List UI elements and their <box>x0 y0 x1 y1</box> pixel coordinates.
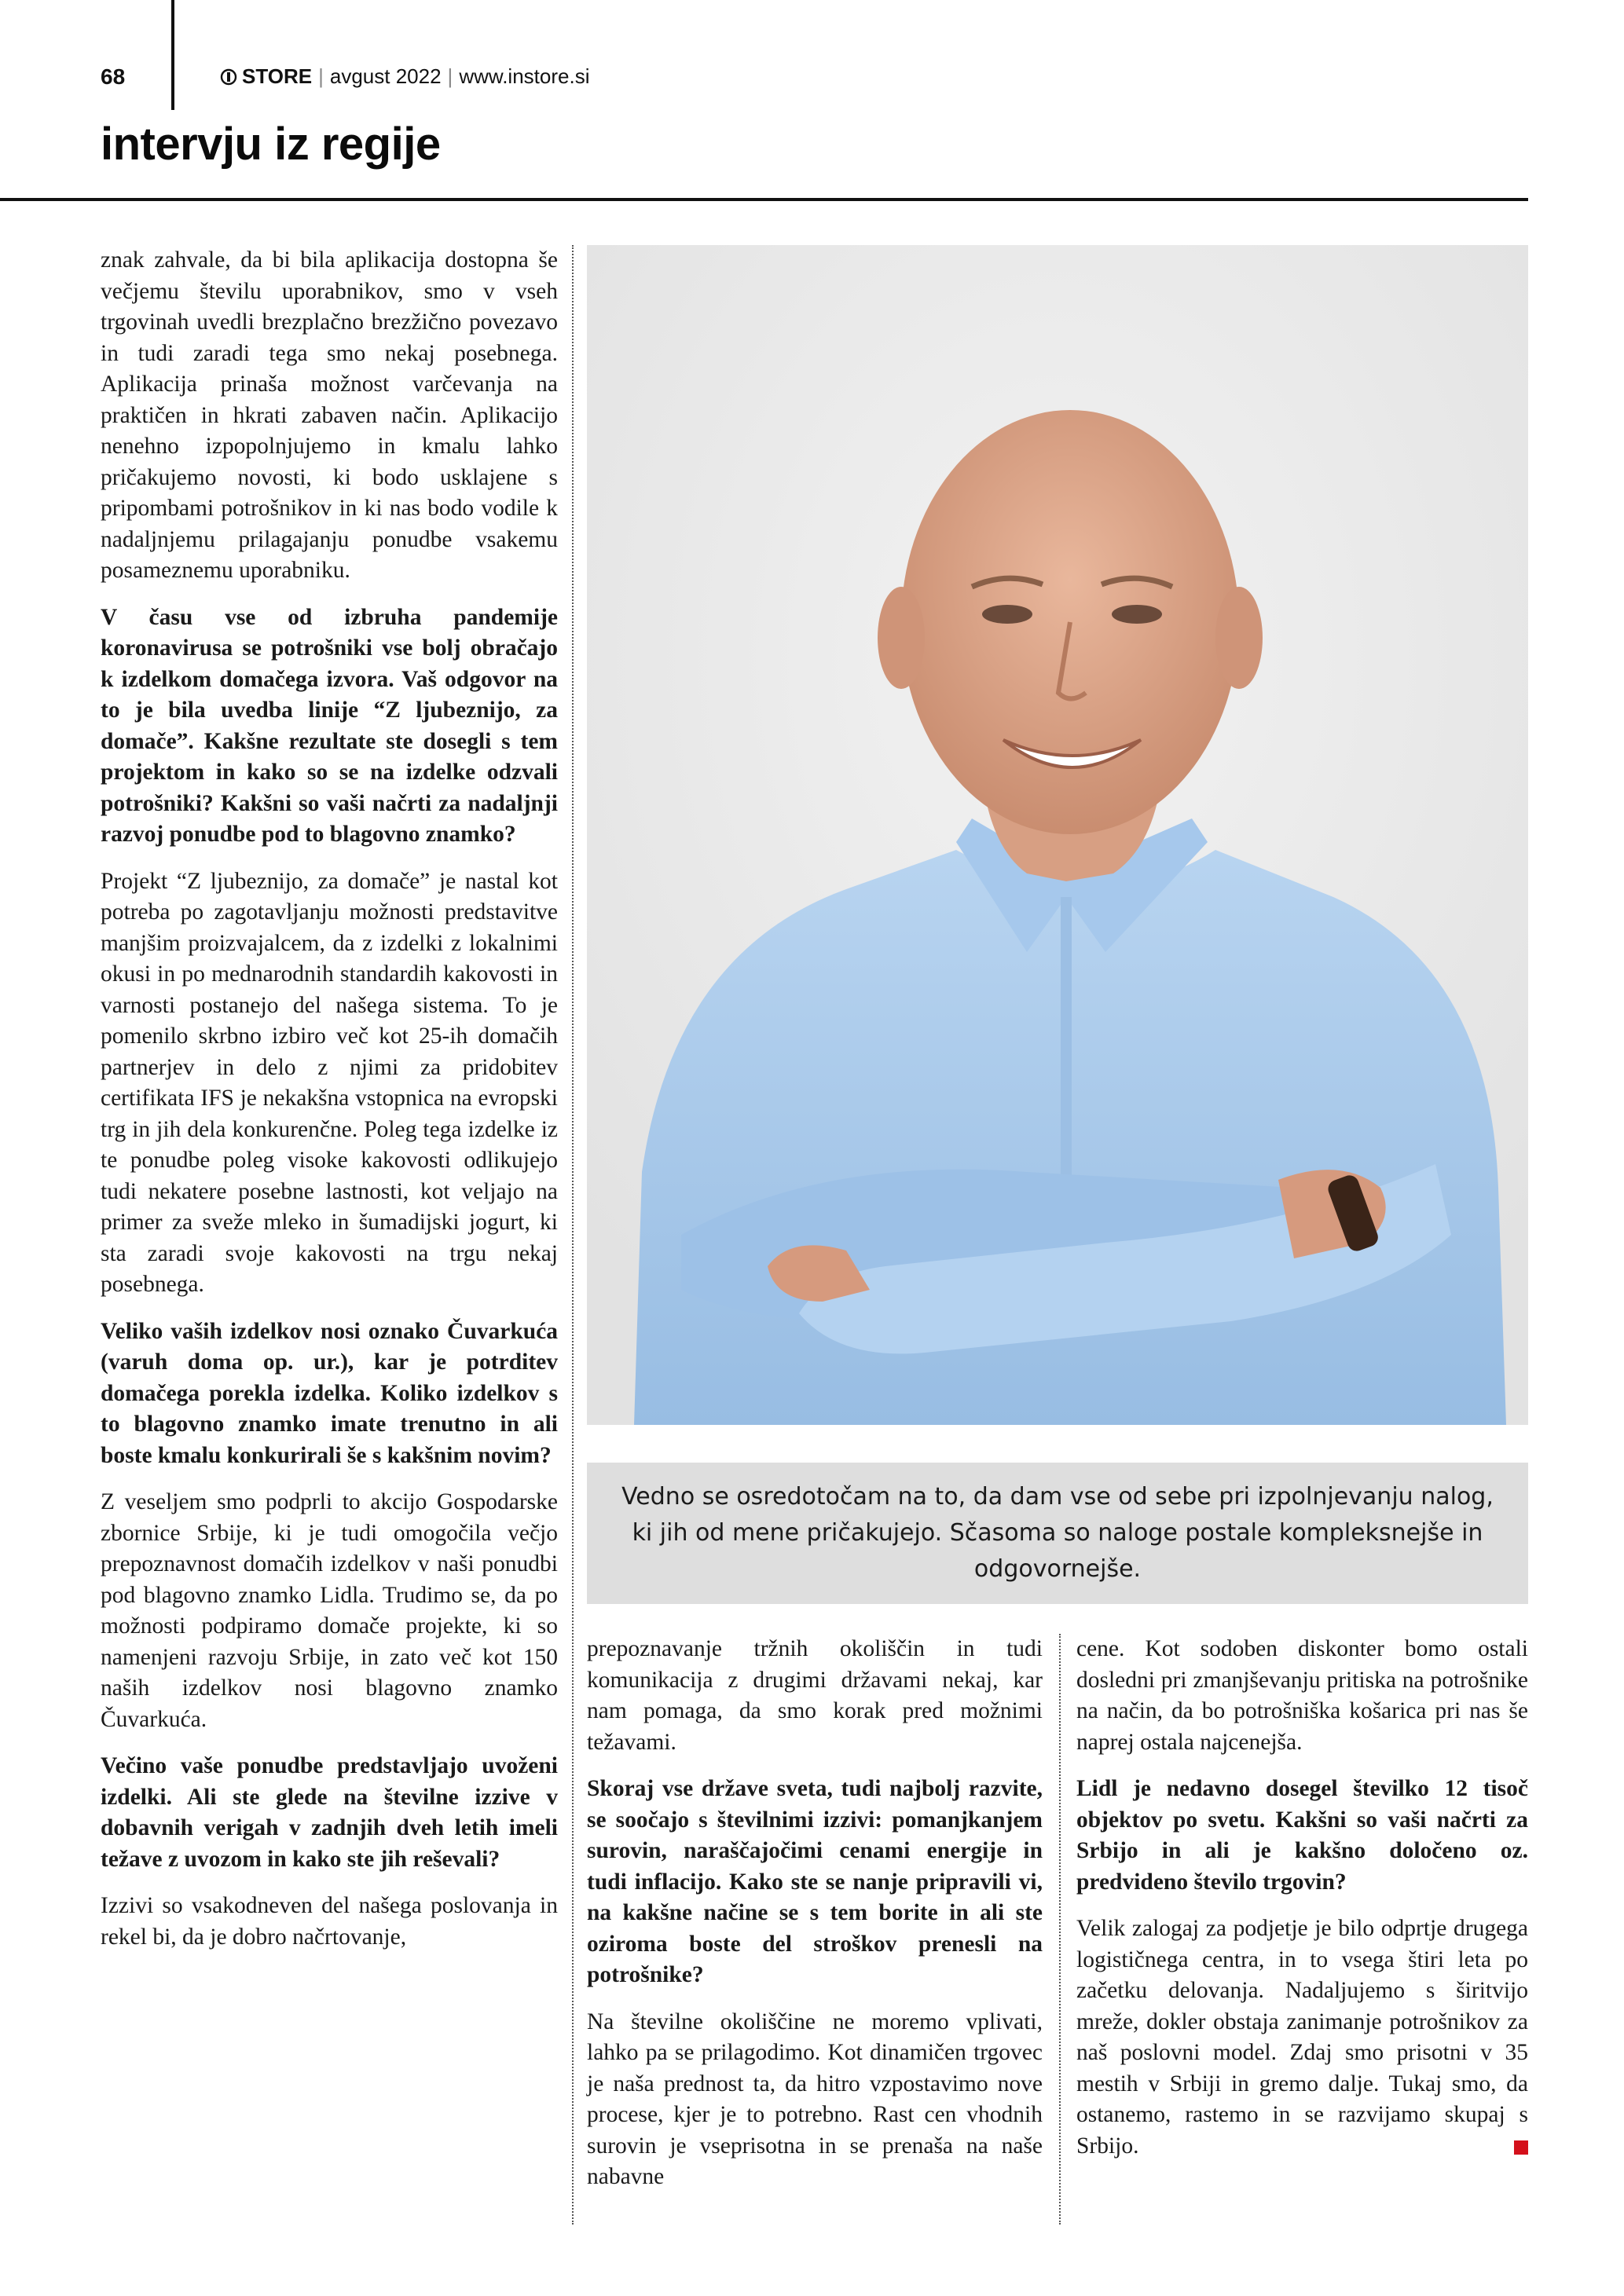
question-paragraph: Lidl je nedavno dosegel številko 12 tisoč objektov po svetu. Kakšni so vaši načrti za Srbijo in ali je kakšno določeno oz. predvideno število trgovin? <box>1076 1776 1528 1895</box>
answer-text: Velik zalogaj za podjetje je bilo odprtje drugega logističnega centra, in to vsega štiri leta po začetku delovanja. Nadaljujemo s širitvijo mreže, dokler obstaja zanimanje potrošnikov za naš poslovni model. Zdaj smo prisotni v 35 mestih v Srbiji in gremo dalje. Tukaj smo, da ostanemo, rastemo in se razvijamo skupaj s Srbijo. <box>1076 1916 1528 2159</box>
section-title: intervju iz regije <box>101 119 441 170</box>
header-vertical-rule <box>171 0 174 110</box>
question-paragraph: Večino vaše ponudbe predstavljajo uvoženi izdelki. Ali ste glede na številne izzive v dobavnih verigah v zadnjih dveh letih imeli težave z uvozom in kako ste jih reševali? <box>101 1753 558 1872</box>
portrait-photo <box>587 245 1528 1425</box>
answer-paragraph: Na številne okoliščine ne moremo vplivati, lahko pa se prilagodimo. Kot dinamičen trgovec je naša prednost ta, da hitro vzpostavimo nove procese, kjer je to potrebno. Rast cen vhodnih surovin je vseprisotna in se prenaša na naše nabavne <box>587 2009 1043 2189</box>
end-of-article-icon <box>1514 2140 1528 2155</box>
answer-paragraph: znak zahvale, da bi bila aplikacija dostopna še večjemu številu uporabnikov, smo v vseh trgovinah uvedli brezplačno brezžično povezavo in tudi zaradi tega smo nekaj posebnega. Aplikacija prinaša možnost varčevanja na praktičen in hkrati zabaven način. Aplikacijo nenehno izpopolnjujemo in kmalu lahko pričakujemo novosti, ki bodo usklajene s pripombami potrošnikov in ki nas bodo vodile k nadaljnjemu prilagajanju ponudbe vsakemu posameznemu uporabniku. <box>101 247 558 583</box>
masthead-website[interactable]: www.instore.si <box>459 64 590 88</box>
answer-paragraph: cene. Kot sodoben diskonter bomo ostali dosledni pri zmanjševanju pritiska na potrošnike na način, da bo potrošniška košarica pri nas še naprej ostala najcenejša. <box>1076 1636 1528 1755</box>
answer-paragraph: Projekt “Z ljubeznijo, za domače” je nastal kot potreba po zagotavljanju možnosti predstavitve manjšim proizvajalcem, da z izdelki z lokalnimi okusi in po mednarodnih standardih kakovosti in varnosti postanejo del našega sistema. To je pomenilo skrbno izbiro več kot 25-ih domačih partnerjev in delo z njimi za pridobitev certifikata IFS je nekakšna vstopnica na evropski trg in jih dela konkurenčne. Poleg tega izdelke iz te ponudbe poleg visoke kakovosti odlikujejo tudi nekatere posebne lastnosti, kot veljajo na primer za sveže mleko in šumadijski jogurt, ki sta zaradi svoje kakovosti na trgu nekaj posebnega. <box>101 868 558 1297</box>
text-column-1 <box>101 245 558 1968</box>
masthead-brand: STORE <box>242 64 313 88</box>
question-paragraph: Skoraj vse države sveta, tudi najbolj razvite, se soočajo s številnimi izzivi: pomanjkanjem surovin, naraščajočimi cenami energije in tudi inflacijo. Kako ste se nanje pripravili vi, na kakšne načine se s tem borite in ali ste oziroma boste del stroškov prenesli na potrošnike? <box>587 1776 1043 1987</box>
column-divider <box>572 245 574 2225</box>
answer-paragraph: Z veseljem smo podprli to akcijo Gospodarske zbornice Srbije, ki je tudi omogočila večjo prepoznavnost domačih izdelkov v naši ponudbi pod blagovno znamko Lidla. Trudimo se, da po možnosti podpiramo domače projekte, ki so namenjeni razvoju Srbije, in zato več kot 150 naših izdelkov nosi blagovno znamko Čuvarkuća. <box>101 1489 558 1732</box>
page-number: 68 <box>101 64 126 89</box>
portrait-man-crossed-arms-icon <box>587 245 1528 1425</box>
question-paragraph: Veliko vaših izdelkov nosi oznako Čuvarkuća (varuh doma op. ur.), kar je potrditev domačega porekla izdelka. Koliko izdelkov s to blagovno znamko imate trenutno in ali boste kmalu konkurirali še s kakšnim novim? <box>101 1318 558 1468</box>
text-column-3 <box>1076 1634 1528 2177</box>
caption-text: Vedno se osredotočam na to, da dam vse od sebe pri izpolnjevanju nalog, ki jih od mene pričakujejo. Sčasoma so naloge postale kompleksnejše in odgovornejše. <box>621 1483 1494 1583</box>
answer-paragraph <box>1076 1913 1528 2162</box>
header-horizontal-rule <box>0 198 1528 201</box>
photo-caption <box>587 1463 1528 1604</box>
answer-paragraph: Izzivi so vsakodneven del našega poslovanja in rekel bi, da je dobro načrtovanje, <box>101 1893 558 1950</box>
store-logo-icon <box>220 67 237 91</box>
question-paragraph: V času vse od izbruha pandemije koronavirusa se potrošniki vse bolj obračajo k izdelkom domačega izvora. Vaš odgovor na to je bila uvedba linije “Z ljubeznijo, za domače”. Kakšne rezultate ste dosegli s tem projektom in kako so se na izdelke odzvali potrošniki? Kakšni so vaši načrti za nadaljnji razvoj ponudbe pod to blagovno znamko? <box>101 604 558 847</box>
masthead: STORE | avgust 2022 | www.instore.si <box>220 64 589 91</box>
masthead-issue: avgust 2022 <box>329 64 442 88</box>
text-column-2 <box>587 1634 1043 2209</box>
answer-paragraph: prepoznavanje tržnih okoliščin in tudi komunikacija z drugimi državami nekaj, kar nam pomaga, da smo korak pred možnimi težavami. <box>587 1636 1043 1755</box>
column-divider <box>1059 1634 1061 2225</box>
